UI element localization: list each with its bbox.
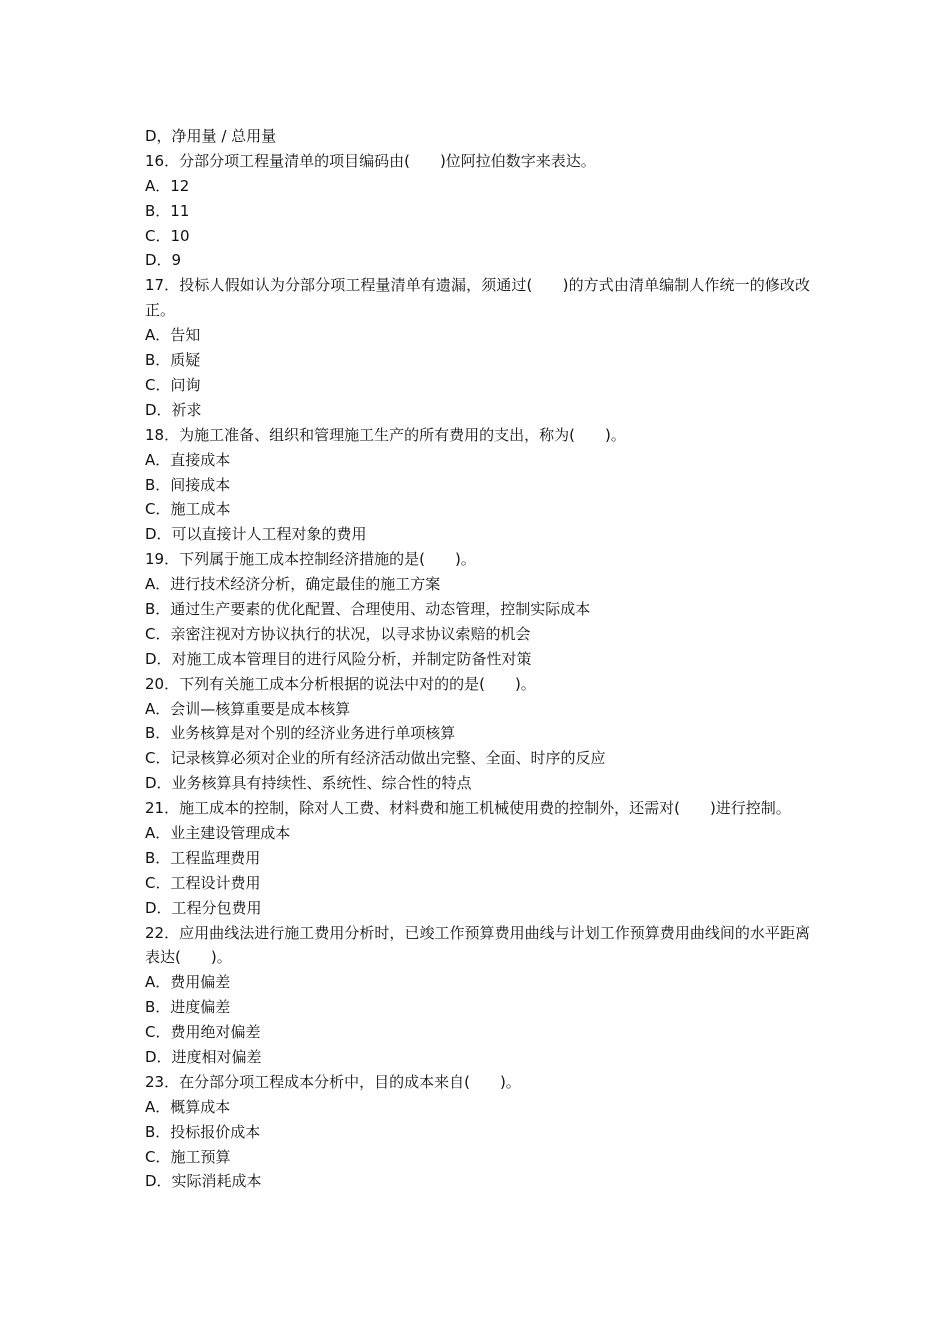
option-line: D．对施工成本管理目的进行风险分析，并制定防备性对策 (145, 649, 532, 668)
option-line: D．祈求 (145, 400, 202, 419)
option-line: D，净用量 / 总用量 (145, 127, 277, 145)
question-line (145, 273, 810, 323)
option-line: A．费用偏差 (145, 973, 231, 992)
option-line: C．亲密注视对方协议执行的状况，以寻求协议索赔的机会 (145, 624, 531, 643)
question-text: 21．施工成本的控制，除对人工费、材料费和施工机械使用费的控制外，还需对( )进行控制。 (145, 799, 791, 818)
option-line: B．业务核算是对个别的经济业务进行单项核算 (145, 724, 456, 743)
question-line: 20．下列有关施工成本分析根据的说法中对的的是( )。 (145, 674, 536, 693)
option-line: A．12 (145, 176, 190, 195)
question-line: 16．分部分项工程量清单的项目编码由( )位阿拉伯数字来表达。 (145, 151, 596, 170)
option-line: D．业务核算具有持续性、系统性、综合性的特点 (145, 774, 472, 793)
option-line: C．10 (145, 226, 190, 245)
option-line: A．业主建设管理成本 (145, 823, 291, 842)
option-line: C．问询 (145, 375, 201, 394)
option-line: C．施工成本 (145, 500, 231, 519)
question-line (145, 921, 810, 971)
option-line: B．工程监理费用 (145, 848, 261, 867)
question-line: 19．下列属于施工成本控制经济措施的是( )。 (145, 550, 476, 569)
document-page (145, 124, 810, 1194)
option-line: D．实际消耗成本 (145, 1172, 262, 1191)
option-line: A．告知 (145, 326, 201, 345)
question-line (145, 796, 810, 821)
option-line: B．进度偏差 (145, 998, 231, 1017)
option-line: C．费用绝对偏差 (145, 1023, 261, 1042)
option-line: C．工程设计费用 (145, 873, 261, 892)
option-line: A．概算成本 (145, 1097, 231, 1116)
option-line: B．投标报价成本 (145, 1122, 261, 1141)
question-line: 23．在分部分项工程成本分析中，目的成本来自( )。 (145, 1072, 521, 1091)
option-line: D．可以直接计人工程对象的费用 (145, 525, 367, 544)
option-line: B．11 (145, 201, 190, 220)
option-line: C．施工预算 (145, 1147, 231, 1166)
question-text: 22．应用曲线法进行施工费用分析时，已竣工作预算费用曲线与计划工作预算费用曲线间的水平距离表达( )。 (145, 923, 810, 967)
option-line: B．间接成本 (145, 475, 231, 494)
question-text: 17．投标人假如认为分部分项工程量清单有遗漏，须通过( )的方式由清单编制人作统一的修改改正。 (145, 276, 810, 320)
question-line: 18．为施工准备、组织和管理施工生产的所有费用的支出，称为( )。 (145, 425, 626, 444)
option-line: D．9 (145, 251, 182, 270)
option-line: A．进行技术经济分析，确定最佳的施工方案 (145, 575, 441, 594)
option-line: A．会训—核算重要是成本核算 (145, 699, 351, 718)
option-line: D．进度相对偏差 (145, 1048, 262, 1067)
option-line: B．通过生产要素的优化配置、合理使用、动态管理，控制实际成本 (145, 599, 591, 618)
option-line: B．质疑 (145, 351, 201, 370)
option-line: A．直接成本 (145, 450, 231, 469)
option-line: C．记录核算必须对企业的所有经济活动做出完整、全面、时序的反应 (145, 749, 606, 768)
option-line: D．工程分包费用 (145, 898, 262, 917)
